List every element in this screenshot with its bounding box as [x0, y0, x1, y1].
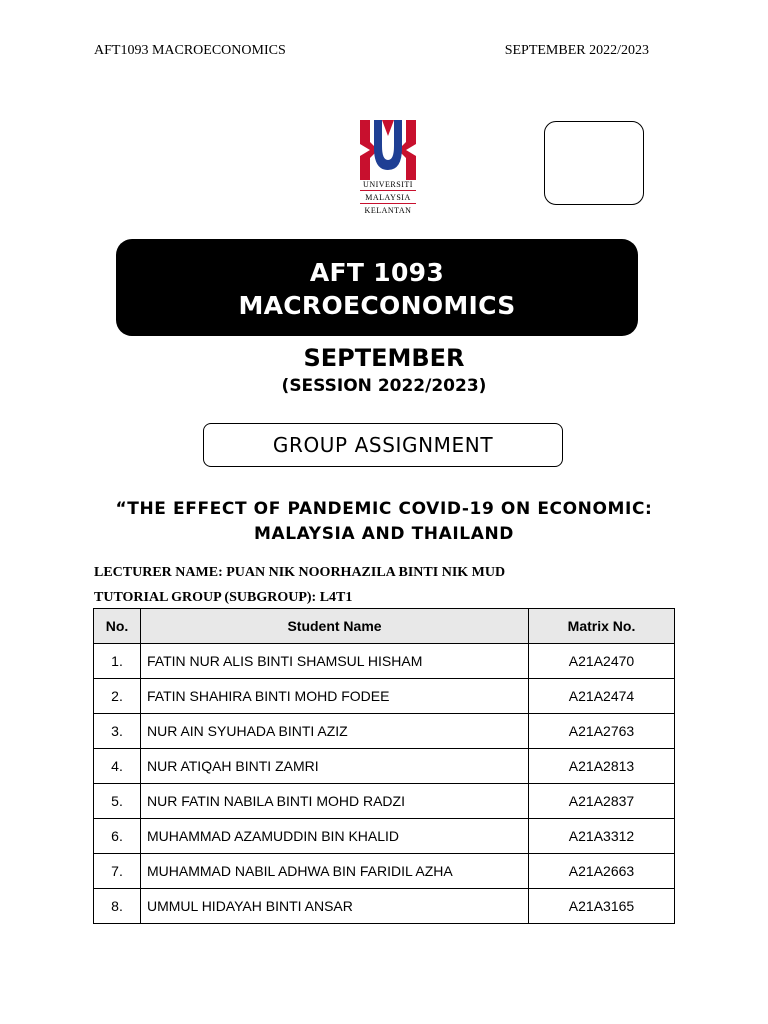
column-header-no: No.: [94, 609, 141, 644]
student-name: UMMUL HIDAYAH BINTI ANSAR: [141, 889, 529, 924]
assignment-type-box: GROUP ASSIGNMENT: [203, 423, 563, 467]
row-number: 6.: [94, 819, 141, 854]
table-row: [94, 644, 675, 679]
matrix-number: A21A2470: [529, 644, 675, 679]
table-row: [94, 784, 675, 819]
umk-emblem-icon: [352, 116, 424, 190]
table-row: [94, 714, 675, 749]
matrix-number: A21A2663: [529, 854, 675, 889]
photo-box: [544, 121, 644, 205]
lecturer-name: LECTURER NAME: PUAN NIK NOORHAZILA BINTI NIK MUD: [94, 565, 506, 580]
row-number: 4.: [94, 749, 141, 784]
logo-divider: [360, 190, 416, 191]
column-header-matrix-no: Matrix No.: [529, 609, 675, 644]
table-row: [94, 679, 675, 714]
topic-line-1: “THE EFFECT OF PANDEMIC COVID-19 ON ECONOMIC:: [115, 499, 653, 519]
student-name: NUR ATIQAH BINTI ZAMRI: [141, 749, 529, 784]
student-name: NUR AIN SYUHADA BINTI AZIZ: [141, 714, 529, 749]
header-semester: SEPTEMBER 2022/2023: [504, 43, 649, 58]
row-number: 8.: [94, 889, 141, 924]
university-logo: [352, 116, 424, 222]
student-name: MUHAMMAD AZAMUDDIN BIN KHALID: [141, 819, 529, 854]
topic-line-2: MALAYSIA AND THAILAND: [253, 524, 515, 544]
logo-text-kelantan: KELANTAN: [364, 206, 412, 215]
logo-text-universiti: UNIVERSITI: [363, 180, 413, 189]
row-number: 7.: [94, 854, 141, 889]
table-row: [94, 889, 675, 924]
course-title-banner: [116, 239, 638, 336]
session-heading: (SESSION 2022/2023): [281, 376, 487, 396]
assignment-topic: [0, 497, 768, 547]
month-heading: SEPTEMBER: [303, 344, 465, 372]
row-number: 2.: [94, 679, 141, 714]
student-table: [93, 608, 675, 924]
header-course: AFT1093 MACROECONOMICS: [94, 43, 286, 58]
matrix-number: A21A3312: [529, 819, 675, 854]
course-name: MACROECONOMICS: [238, 291, 516, 320]
table-header-row: [94, 609, 675, 644]
course-code: AFT 1093: [309, 258, 445, 287]
table-row: [94, 819, 675, 854]
logo-divider: [360, 203, 416, 204]
student-name: FATIN SHAHIRA BINTI MOHD FODEE: [141, 679, 529, 714]
table-row: [94, 749, 675, 784]
student-name: FATIN NUR ALIS BINTI SHAMSUL HISHAM: [141, 644, 529, 679]
matrix-number: A21A2474: [529, 679, 675, 714]
matrix-number: A21A2813: [529, 749, 675, 784]
table-row: [94, 854, 675, 889]
row-number: 1.: [94, 644, 141, 679]
student-name: NUR FATIN NABILA BINTI MOHD RADZI: [141, 784, 529, 819]
tutorial-group: TUTORIAL GROUP (SUBGROUP): L4T1: [94, 590, 353, 605]
row-number: 5.: [94, 784, 141, 819]
column-header-student-name: Student Name: [141, 609, 529, 644]
logo-text-malaysia: MALAYSIA: [365, 193, 411, 202]
matrix-number: A21A2837: [529, 784, 675, 819]
matrix-number: A21A2763: [529, 714, 675, 749]
matrix-number: A21A3165: [529, 889, 675, 924]
row-number: 3.: [94, 714, 141, 749]
student-name: MUHAMMAD NABIL ADHWA BIN FARIDIL AZHA: [141, 854, 529, 889]
